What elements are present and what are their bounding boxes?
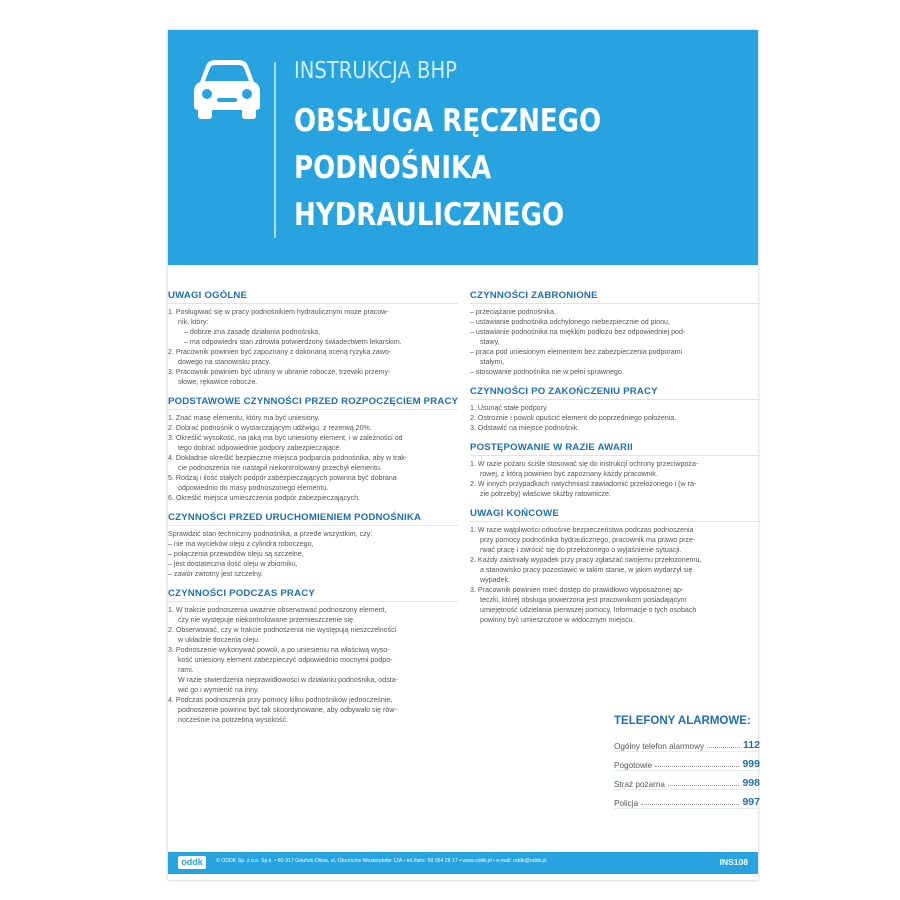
- header-title-line: OBSŁUGA RĘCZNEGO: [294, 103, 602, 139]
- header-pretitle: INSTRUKCJA BHP: [294, 58, 457, 84]
- instruction-line: teczki, której obsługa powierzona jest pracownikom posiadającym: [480, 596, 687, 604]
- instruction-line: odpowiednio do masy podnoszonego elementu.: [178, 484, 329, 492]
- dot-leader: [707, 747, 740, 748]
- instruction-sheet: [168, 30, 758, 880]
- header-divider: [274, 62, 276, 238]
- instruction-line: 2. Pracownik powinien być zapoznany z dokonaną oceną ryzyka zawo-: [168, 348, 392, 356]
- instruction-line: – praca pod uniesionym elementem bez zabezpieczenia podporami: [470, 348, 683, 356]
- instruction-line: stawy,: [480, 338, 500, 346]
- instruction-line: 1. W razie wątpliwości odnośnie bezpieczeństwa podczas podnoszenia: [470, 526, 694, 534]
- header-banner: [168, 30, 758, 265]
- emergency-phones: [614, 715, 760, 809]
- instruction-line: – ustawianie podnośnika odchylonego niebezpiecznie od pionu,: [470, 318, 670, 326]
- phone-label: Policja: [614, 799, 639, 808]
- instruction-line: – stosowanie podnośnika nie w pełni sprawnego.: [470, 368, 624, 376]
- car-icon: [192, 58, 262, 120]
- instruction-line: nik, który:: [178, 318, 209, 326]
- instruction-line: stałymi,: [480, 358, 505, 366]
- instruction-line: – przeciążanie podnośnika,: [470, 308, 556, 316]
- instruction-line: 2. Ostrożnie i powoli opuścić element do poprzedniego położenia.: [470, 414, 677, 422]
- instruction-line: dowego na stanowisku pracy.: [178, 358, 271, 366]
- instruction-line: tego dobrać odpowiednie podpory zabezpieczające.: [178, 444, 342, 452]
- section: [470, 290, 760, 377]
- instruction-line: rowej, z którą powinien być zapoznany każdy pracownik.: [480, 470, 658, 478]
- section: [470, 508, 760, 625]
- footer-contact-text: © ODDK Sp. z o.o. Sp.k. • 80-317 Gdańsk-Oliwa, ul. Obrońców Westerplatte 12A • tel./faks: 58 554 29 17 • www.oddk.pl • e-mail: oddk@oddk.pl: [216, 858, 547, 864]
- dot-leader: [655, 766, 739, 767]
- instruction-line: 2. Dobrać podnośnik o wystarczającym udźwigu, z rezerwą 20%.: [168, 424, 372, 432]
- instruction-line: – ma odpowiedni stan zdrowia potwierdzony świadectwem lekarskim.: [184, 338, 402, 346]
- instruction-line: czy nie występuje niekontrolowane przemieszczenie się.: [178, 616, 356, 624]
- instruction-line: Sprawdzić stan techniczny podnośnika, a przede wszystkim, czy:: [168, 530, 373, 538]
- right-column: [470, 290, 760, 634]
- section: [168, 290, 458, 387]
- section: [168, 512, 458, 579]
- instruction-line: 3. Pracownik powinien być ubrany w ubranie robocze, trzewiki przemy-: [168, 368, 391, 376]
- instruction-line: – dobrze zna zasadę działania podnośnika,: [184, 328, 321, 336]
- header-title-line: PODNOŚNIKA: [294, 150, 492, 186]
- instruction-line: umiejętność udzielania pierwszej pomocy. Informacje o tych osobach: [480, 606, 697, 614]
- section-title: CZYNNOŚCI PO ZAKOŃCZENIU PRACY: [470, 386, 760, 400]
- section-title: CZYNNOŚCI ZABRONIONE: [470, 290, 760, 304]
- instruction-line: w układzie tłoczenia oleju.: [178, 636, 261, 644]
- instruction-line: 1. W razie pożaru ściśle stosować się do instrukcji ochrony przeciwpoża-: [470, 460, 699, 468]
- oddk-logo: oddk: [178, 856, 206, 869]
- instruction-line: – jest dostateczna ilość oleju w zbiorniku,: [168, 560, 298, 568]
- footer-bar: [168, 852, 758, 874]
- instruction-line: wić go i wymienić na inny.: [178, 686, 260, 694]
- phone-number: 112: [743, 739, 760, 751]
- instruction-line: rwać pracę i zwrócić się do przełożonego o wyjaśnienie sytuacji.: [480, 546, 682, 554]
- instruction-line: 4. Podczas podnoszenia przy pomocy kilku podnośników jednocześnie,: [168, 696, 393, 704]
- section: [470, 442, 760, 499]
- section: [168, 588, 458, 725]
- phone-number: 998: [742, 777, 760, 789]
- instruction-line: – ustawianie podnośnika na miękkim podłożu bez odpowiedniej pod-: [470, 328, 686, 336]
- instruction-line: 2. Obserwować, czy w trakcie podnoszenia nie występują nieszczelności: [168, 626, 397, 634]
- header-title-line: HYDRAULICZNEGO: [294, 197, 565, 233]
- section-title: UWAGI OGÓLNE: [168, 290, 458, 304]
- section-title: POSTĘPOWANIE W RAZIE AWARII: [470, 442, 760, 456]
- phone-row: [614, 733, 760, 752]
- instruction-line: zie potrzeby) właściwe służby ratownicze.: [480, 490, 611, 498]
- left-column: [168, 290, 458, 734]
- phone-label: Pogotowie: [614, 761, 653, 770]
- instruction-line: 3. Określić wysokość, na jaką ma być uniesiony element, i w zależności od: [168, 434, 403, 442]
- instruction-line: kość uniesiony element zabezpieczyć odpowiednio mocnymi podpo-: [178, 656, 393, 664]
- instruction-line: podnoszenie powinno być tak skoordynowane, aby odbywało się rów-: [178, 706, 397, 714]
- instruction-line: 1. Posługiwać się w pracy podnośnikiem hydraulicznym może pracow-: [168, 308, 389, 316]
- phone-number: 999: [742, 758, 760, 770]
- section: [470, 386, 760, 433]
- instruction-line: 2. Każdy zaistniały wypadek przy pracy zgłaszać swojemu przełożonemu,: [470, 556, 702, 564]
- phone-row: [614, 771, 760, 790]
- section: [168, 396, 458, 503]
- instruction-line: 3. Odstawić na miejsce podnośnik.: [470, 424, 580, 432]
- instruction-line: 3. Podnoszenie wykonywać powoli, a po uniesieniu na właściwą wyso-: [168, 646, 390, 654]
- dot-leader: [668, 785, 739, 786]
- document-code: INS108: [719, 857, 748, 867]
- instruction-line: 5. Rodzaj i ilość stałych podpór zabezpieczających powinna być dobrana: [168, 474, 397, 482]
- instruction-line: 3. Pracownik powinien mieć dostęp do prawidłowo wyposażonej ap-: [470, 586, 684, 594]
- instruction-line: 6. Określić miejsca umieszczenia podpór zabezpieczających.: [168, 494, 361, 502]
- instruction-line: a stanowisko pracy pozostawić w takim stanie, w jakim wydarzył się: [480, 566, 693, 574]
- instruction-line: rami.: [178, 666, 194, 674]
- phone-row: [614, 790, 760, 809]
- instruction-line: cie podnoszenia nie nastąpił niekontrolowany przechył elementu.: [178, 464, 382, 472]
- instruction-line: przy pomocy podnośnika hydraulicznego, pracownik ma prawo prze-: [480, 536, 696, 544]
- instruction-line: 4. Dokładnie określić bezpieczne miejsca podparcia podnośnika, aby w trak-: [168, 454, 408, 462]
- instruction-line: – połączenia przewodów oleju są szczelne,: [168, 550, 304, 558]
- phone-number: 997: [742, 796, 760, 808]
- section-title: CZYNNOŚCI PODCZAS PRACY: [168, 588, 458, 602]
- instruction-line: wypadek.: [480, 576, 510, 584]
- phone-row: [614, 752, 760, 771]
- section-title: UWAGI KOŃCOWE: [470, 508, 760, 522]
- instruction-line: 1. W trakcie podnoszenia uważnie obserwować podnoszony element,: [168, 606, 387, 614]
- section-title: PODSTAWOWE CZYNNOŚCI PRZED ROZPOCZĘCIEM PRACY: [168, 396, 458, 410]
- instruction-line: powinny być umieszczone w widocznym miejscu.: [480, 616, 635, 624]
- instruction-line: 1. Usunąć stałe podpory.: [470, 404, 548, 412]
- section-title: CZYNNOŚCI PRZED URUCHOMIENIEM PODNOŚNIKA: [168, 512, 458, 526]
- header-title: [294, 98, 601, 239]
- instruction-line: nocześnie na potrzebną wysokość.: [178, 716, 289, 724]
- instruction-line: 1. Znać masę elementu, który ma być uniesiony.: [168, 414, 320, 422]
- instruction-line: W razie stwierdzenia nieprawidłowości w działaniu podnośnika, odsta-: [178, 676, 399, 684]
- instruction-line: – nie ma wycieków oleju z cylindra roboczego,: [168, 540, 314, 548]
- phone-label: Ogólny telefon alarmowy: [614, 742, 705, 751]
- dot-leader: [641, 804, 739, 805]
- instruction-line: 2. W innych przypadkach natychmiast zawiadomić przełożonego i (w ra-: [470, 480, 697, 488]
- instruction-line: – zawór zwrotny jest szczelny.: [168, 570, 263, 578]
- instruction-line: słowe, rękawice robocze.: [178, 378, 258, 386]
- phones-title: TELEFONY ALARMOWE:: [614, 715, 751, 727]
- phone-label: Straż pożarna: [614, 780, 665, 789]
